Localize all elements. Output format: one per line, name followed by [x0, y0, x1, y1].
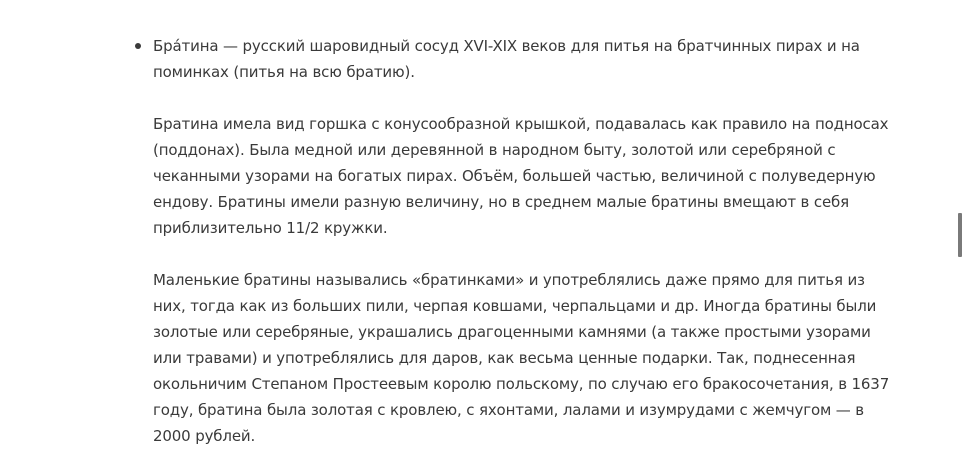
paragraph-description	[153, 111, 920, 241]
paragraph-line: приблизительно 11/2 кружки.	[153, 219, 388, 237]
bullet-marker	[135, 43, 141, 49]
paragraph-line: (поддонах). Была медной или деревянной в народном быту, золотой или серебряной с	[153, 141, 836, 159]
paragraph-line: золотые или серебряные, украшались драгоценными камнями (а также простыми узорами	[153, 323, 871, 341]
paragraph-usage	[153, 267, 920, 449]
paragraph-line: ендову. Братины имели разную величину, но в среднем малые братины вмещают в себя	[153, 193, 849, 211]
paragraph-line: чеканными узорами на богатых пирах. Объём, большей частью, величиной с полуведерную	[153, 167, 876, 185]
paragraph-line: поминках (питья на всю братию).	[153, 63, 415, 81]
bullet-list	[130, 33, 920, 449]
paragraph-line: году, братина была золотая с кровлею, с яхонтами, лалами и изумрудами с жемчугом — в	[153, 401, 864, 419]
paragraph-line: Братина имела вид горшка с конусообразной крышкой, подавалась как правило на подносах	[153, 115, 889, 133]
article-content	[130, 33, 920, 475]
paragraph-line: 2000 рублей.	[153, 427, 256, 445]
paragraph-lead	[153, 33, 920, 85]
paragraph-line: них, тогда как из больших пили, черпая ковшами, черпальцами и др. Иногда братины были	[153, 297, 877, 315]
paragraph-line: Бра́тина — русский шаровидный сосуд XVI-XIX веков для питья на братчинных пирах и на	[153, 37, 860, 55]
scrollbar-thumb[interactable]	[958, 213, 962, 257]
paragraph-line: Маленькие братины назывались «братинками» и употреблялись даже прямо для питья из	[153, 271, 865, 289]
paragraph-line: или травами) и употреблялись для даров, как весьма ценные подарки. Так, поднесенная	[153, 349, 856, 367]
paragraph-line: окольничим Степаном Простеевым королю польскому, по случаю его бракосочетания, в 1637	[153, 375, 890, 393]
list-item-bratina	[130, 33, 920, 449]
